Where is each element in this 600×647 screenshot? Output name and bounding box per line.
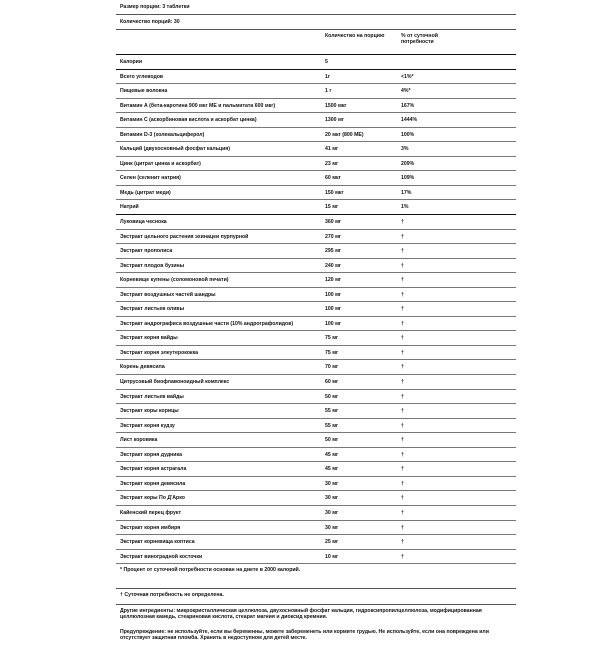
- nutrient-dv: †: [401, 320, 404, 327]
- nutrient-table: [116, 55, 516, 564]
- nutrient-dv: †: [401, 524, 404, 531]
- nutrient-amount: 1500 мкг: [325, 102, 347, 109]
- nutrient-name: Цитрусовый биофлавоноидный комплекс: [120, 379, 230, 386]
- nutrient-name: Экстракт корня имбиря: [120, 524, 181, 531]
- nutrient-dv: †: [401, 408, 404, 415]
- table-row: [116, 157, 516, 172]
- nutrient-amount: 30 мг: [325, 509, 339, 516]
- nutrient-dv: †: [401, 291, 404, 298]
- table-row: [116, 84, 516, 99]
- nutrient-dv: †: [401, 422, 404, 429]
- nutrient-amount: 30 мг: [325, 480, 339, 487]
- table-row: [116, 288, 516, 303]
- nutrient-amount: 1300 мг: [325, 117, 344, 124]
- nutrient-name: Экстракт корня девясила: [120, 480, 186, 487]
- warning-text: Предупреждение: не используйте, если вы беременны, можете забеременеть или кормите грудью. Не используйте, если она повреждена или отсутствует защитная пломба. Хранить в недоступном для детей месте.: [120, 629, 489, 642]
- supplement-facts-panel: [116, 0, 516, 647]
- nutrient-name: Экстракт корня кудзу: [120, 422, 175, 429]
- table-row: [116, 404, 516, 419]
- nutrient-dv: †: [401, 306, 404, 313]
- not-established-footnote: † Суточная потребность не определена.: [116, 589, 516, 605]
- nutrient-dv: †: [401, 451, 404, 458]
- nutrient-amount: 100 мг: [325, 320, 342, 327]
- nutrient-name: Селен (селенит натрия): [120, 175, 181, 182]
- table-row: [116, 244, 516, 259]
- column-header-row: [116, 30, 516, 55]
- table-row: [116, 506, 516, 521]
- table-row: [116, 390, 516, 405]
- nutrient-name: Экстракт андрографиса воздушные части (10% андрографолидов): [120, 320, 294, 327]
- nutrient-name: Корень девясила: [120, 364, 165, 371]
- nutrient-dv: †: [401, 437, 404, 444]
- nutrient-name: Медь (цитрат меди): [120, 189, 171, 196]
- nutrient-amount: 295 мг: [325, 248, 342, 255]
- nutrient-amount: 30 мг: [325, 524, 339, 531]
- nutrient-dv: †: [401, 553, 404, 560]
- nutrient-name: Кальций (двухосновный фосфат кальция): [120, 146, 231, 153]
- nutrient-dv: 4%*: [401, 88, 411, 95]
- table-row: [116, 317, 516, 332]
- serving-size-text: Размер порции: 3 таблетки: [120, 4, 190, 10]
- nutrient-dv: 209%: [401, 160, 415, 167]
- nutrient-amount: 23 мг: [325, 160, 339, 167]
- nutrient-dv: †: [401, 480, 404, 487]
- table-row: [116, 128, 516, 143]
- nutrient-amount: 55 мг: [325, 408, 339, 415]
- nutrient-name: Экстракт плодов бузины: [120, 262, 185, 269]
- servings-per-container-row: [116, 15, 516, 30]
- nutrient-name: Корневище купены (соломоновой печати): [120, 277, 229, 284]
- nutrient-dv: 109%: [401, 175, 415, 182]
- table-row: [116, 462, 516, 477]
- nutrient-amount: 100 мг: [325, 306, 342, 313]
- dv-column-header: % от суточной потребности: [401, 33, 438, 46]
- table-row: [116, 477, 516, 492]
- table-row: [116, 419, 516, 434]
- nutrient-dv: †: [401, 509, 404, 516]
- nutrient-name: Экстракт листьев вайды: [120, 393, 184, 400]
- nutrient-amount: 100 мг: [325, 291, 342, 298]
- nutrient-dv: 1444%: [401, 117, 418, 124]
- nutrient-amount: 10 мг: [325, 553, 339, 560]
- nutrient-dv: †: [401, 379, 404, 386]
- nutrient-amount: 45 мг: [325, 466, 339, 473]
- nutrient-amount: 41 мг: [325, 146, 339, 153]
- table-row: [116, 448, 516, 463]
- table-row: [116, 273, 516, 288]
- table-row: [116, 215, 516, 230]
- nutrient-dv: †: [401, 277, 404, 284]
- nutrient-amount: 50 мг: [325, 393, 339, 400]
- nutrient-name: Цинк (цитрат цинка и аскорбат): [120, 160, 201, 167]
- nutrient-amount: 1 г: [325, 88, 332, 95]
- nutrient-amount: 120 мг: [325, 277, 342, 284]
- table-row: [116, 433, 516, 448]
- nutrient-dv: 1%: [401, 204, 409, 211]
- nutrient-amount: 70 мг: [325, 364, 339, 371]
- nutrient-dv: †: [401, 233, 404, 240]
- nutrient-name: Экстракт коры По Д'Арко: [120, 495, 185, 502]
- nutrient-name: Экстракт корня вайды: [120, 335, 178, 342]
- nutrient-dv: †: [401, 262, 404, 269]
- nutrient-amount: 150 мкг: [325, 189, 344, 196]
- dv-footnote: * Процент от суточной потребности основан на диете в 2000 калорий.: [116, 564, 516, 589]
- nutrient-name: Витамин С (аскорбиновая кислота и аскорбат цинка): [120, 117, 257, 124]
- nutrient-name: Экстракт листьев оливы: [120, 306, 185, 313]
- other-ingredients-text: Другие ингредиенты: микрокристаллическая целлюлоза, двухосновный фосфат кальция, гидроксипропилцеллюлоза, модифицированная целлюлозная камедь, стеариновая кислота, стеарат магния и диоксид кремния.: [120, 608, 482, 621]
- nutrient-name: Витамин D-3 (холекальциферол): [120, 131, 205, 138]
- nutrient-amount: 360 мг: [325, 219, 342, 226]
- table-row: [116, 230, 516, 245]
- nutrient-amount: 240 мг: [325, 262, 342, 269]
- nutrient-dv: 17%: [401, 189, 412, 196]
- table-row: [116, 113, 516, 128]
- table-row: [116, 331, 516, 346]
- nutrient-amount: 1г: [325, 73, 331, 80]
- nutrient-name: Экстракт корня астрагала: [120, 466, 187, 473]
- nutrient-dv: 3%: [401, 146, 409, 153]
- nutrient-amount: 25 мг: [325, 539, 339, 546]
- nutrient-name: Экстракт цельного растения эхинацеи пурпурной: [120, 233, 249, 240]
- nutrient-amount: 15 мг: [325, 204, 339, 211]
- nutrient-name: Экстракт прополиса: [120, 248, 173, 255]
- nutrient-amount: 60 мкг: [325, 175, 341, 182]
- nutrient-name: Экстракт воздушных частей шандры: [120, 291, 216, 298]
- nutrient-dv: <1%*: [401, 73, 414, 80]
- table-row: [116, 535, 516, 550]
- nutrient-name: Пищевые волокна: [120, 88, 168, 95]
- table-row: [116, 142, 516, 157]
- table-row: [116, 491, 516, 506]
- table-row: [116, 550, 516, 565]
- nutrient-name: Витамин А (бета-каротина 900 мкг МЕ и пальмитата 600 мкг): [120, 102, 276, 109]
- nutrient-name: Экстракт корня элеутерококка: [120, 349, 199, 356]
- nutrient-amount: 5: [325, 59, 328, 65]
- nutrient-name: Всего углеводов: [120, 73, 164, 80]
- nutrient-amount: 50 мг: [325, 437, 339, 444]
- table-row: [116, 360, 516, 375]
- table-row: [116, 99, 516, 114]
- nutrient-name: Экстракт корневища коптиса: [120, 539, 195, 546]
- nutrient-dv: †: [401, 495, 404, 502]
- nutrient-amount: 45 мг: [325, 451, 339, 458]
- nutrient-name: Экстракт корня дудника: [120, 451, 182, 458]
- amount-column-header: Количество на порцию: [325, 33, 385, 39]
- nutrient-dv: †: [401, 364, 404, 371]
- table-row: [116, 302, 516, 317]
- nutrient-name: Натрий: [120, 204, 139, 211]
- table-row: [116, 186, 516, 201]
- table-row: [116, 171, 516, 186]
- table-row: [116, 375, 516, 390]
- nutrient-dv: 167%: [401, 102, 415, 109]
- nutrient-name: Экстракт виноградной косточки: [120, 553, 203, 560]
- table-row: [116, 70, 516, 85]
- nutrient-dv: †: [401, 539, 404, 546]
- nutrient-dv: †: [401, 349, 404, 356]
- nutrient-amount: 75 мг: [325, 349, 339, 356]
- nutrient-amount: 20 мкг (800 МЕ): [325, 131, 364, 138]
- nutrient-name: Лист коровяка: [120, 437, 158, 444]
- servings-text: Количество порций: 30: [120, 19, 180, 25]
- nutrient-dv: †: [401, 335, 404, 342]
- table-row: [116, 259, 516, 274]
- nutrient-dv: †: [401, 393, 404, 400]
- nutrient-name: Луковица чеснока: [120, 219, 167, 226]
- table-row: [116, 55, 516, 70]
- nutrient-dv: †: [401, 219, 404, 226]
- table-row: [116, 346, 516, 361]
- table-row: [116, 200, 516, 215]
- nutrient-name: Кайенский перец фрукт: [120, 509, 181, 516]
- nutrient-dv: †: [401, 466, 404, 473]
- nutrient-amount: 270 мг: [325, 233, 342, 240]
- nutrient-amount: 60 мг: [325, 379, 339, 386]
- nutrient-name: Калории: [120, 59, 143, 65]
- serving-size-row: [116, 0, 516, 15]
- nutrient-dv: †: [401, 248, 404, 255]
- nutrient-amount: 30 мг: [325, 495, 339, 502]
- nutrient-amount: 75 мг: [325, 335, 339, 342]
- nutrient-name: Экстракт коры корицы: [120, 408, 179, 415]
- nutrient-dv: 100%: [401, 131, 415, 138]
- table-row: [116, 521, 516, 536]
- nutrient-amount: 55 мг: [325, 422, 339, 429]
